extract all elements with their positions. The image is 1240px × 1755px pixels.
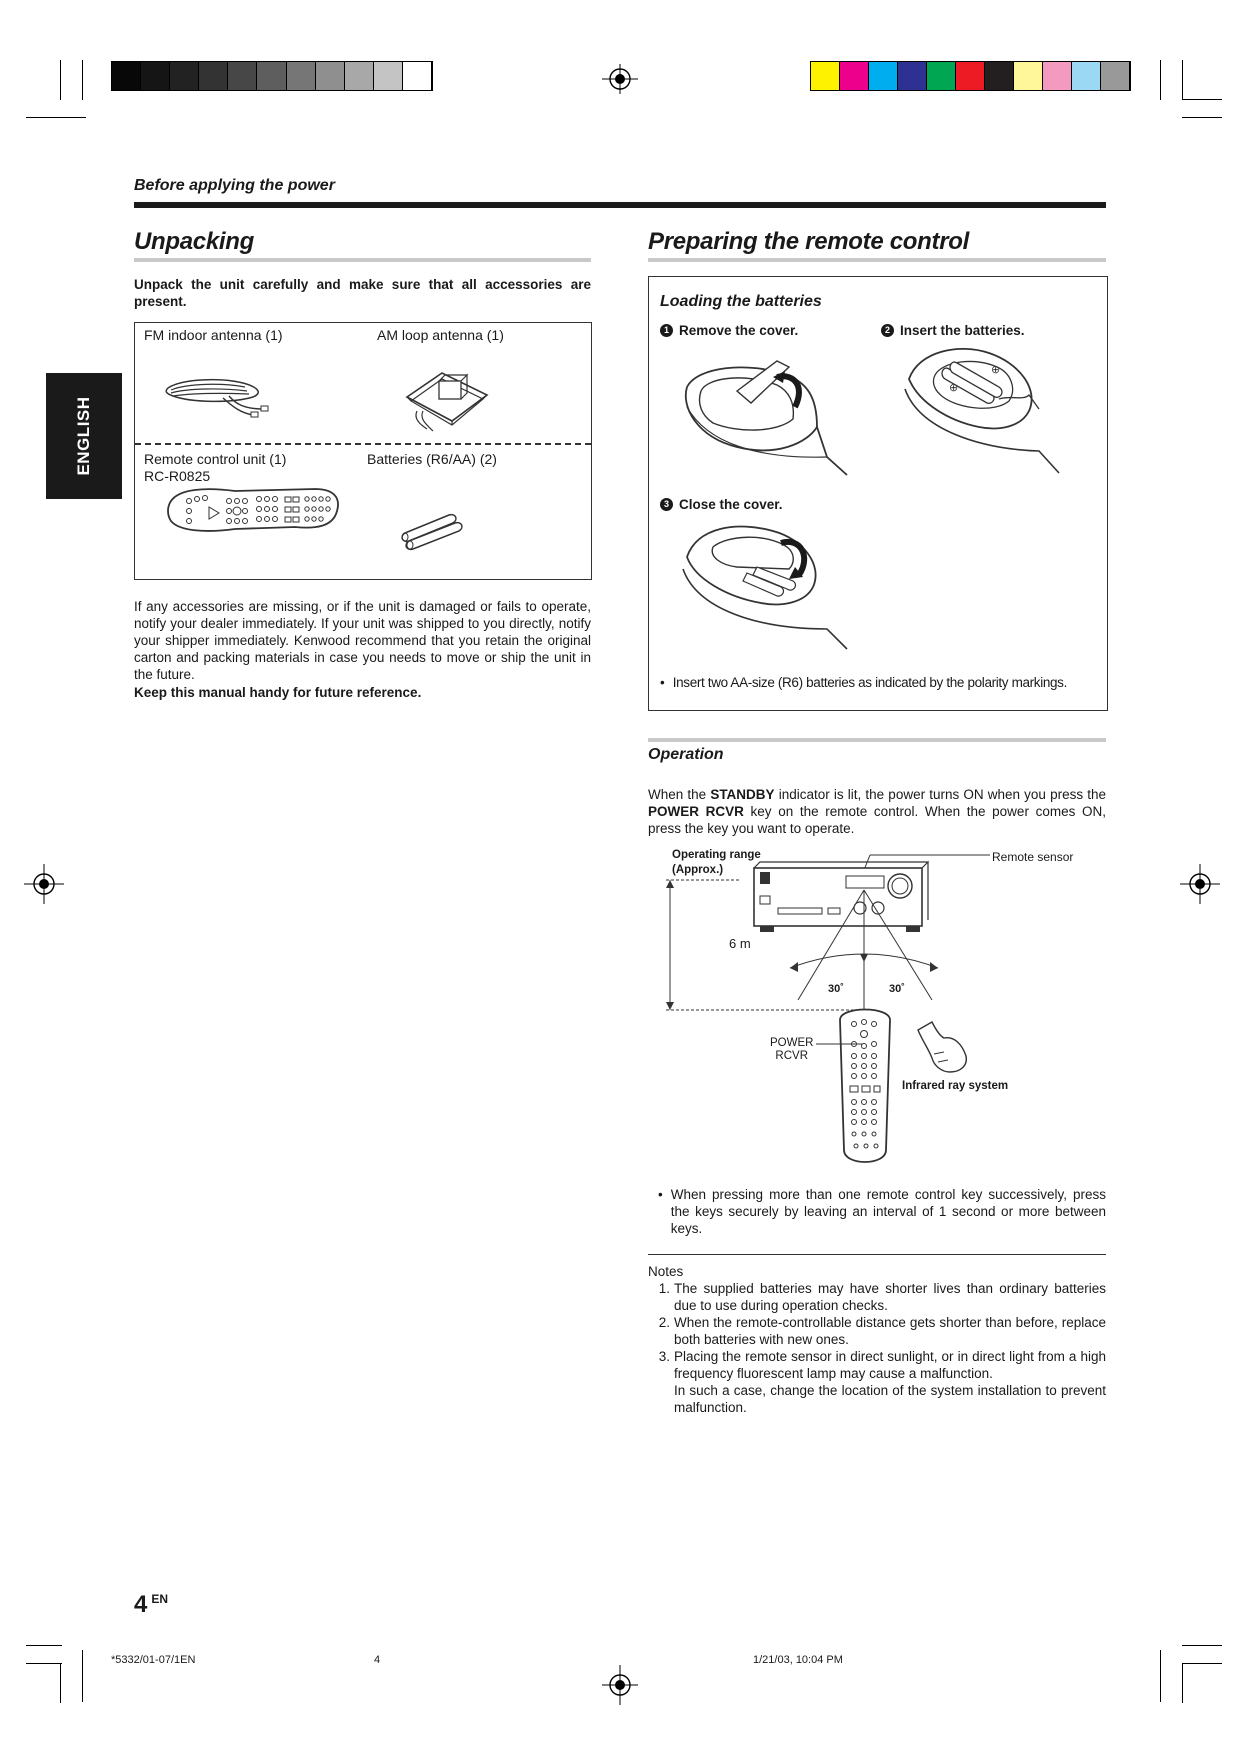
accessory-label: FM indoor antenna (1) <box>144 327 283 343</box>
color-swatch <box>898 62 927 90</box>
crop-mark <box>1182 1645 1222 1646</box>
angle-left-label: 30˚ <box>828 983 844 995</box>
gray-swatch <box>403 62 432 90</box>
notes-list <box>648 1280 1106 1416</box>
remote-title-rule <box>648 258 1106 262</box>
am-loop-antenna-icon <box>397 355 497 433</box>
svg-text:⊕: ⊕ <box>949 381 959 394</box>
crop-mark <box>26 117 86 118</box>
gray-scale-bar <box>111 61 433 91</box>
step-label: Insert the batteries. <box>900 323 1025 338</box>
bullet-icon: • <box>660 675 665 690</box>
step-2 <box>881 322 1025 339</box>
loading-title: Loading the batteries <box>660 293 822 310</box>
operation-paragraph <box>648 786 1106 837</box>
note-number: 3. <box>658 1349 670 1364</box>
note-number: 2. <box>658 1315 670 1330</box>
distance-label: 6 m <box>729 936 751 951</box>
crop-mark <box>1182 117 1222 118</box>
remote-control-icon <box>165 483 341 543</box>
operating-range-line-1: Operating range <box>672 849 761 861</box>
close-cover-illustration-icon <box>677 517 857 652</box>
gray-swatch <box>345 62 374 90</box>
sheet-number: 4 <box>374 1654 381 1666</box>
step-1 <box>660 322 798 339</box>
insert-batteries-illustration-icon <box>899 339 1079 479</box>
note-item <box>648 1348 1106 1416</box>
crop-mark <box>1160 1650 1161 1702</box>
note-text-extra: In such a case, change the location of the system installation to prevent malfunction. <box>674 1383 1106 1415</box>
angle-right-label: 30˚ <box>889 983 905 995</box>
batteries-icon <box>397 511 467 551</box>
color-swatch <box>811 62 840 90</box>
gray-swatch <box>287 62 316 90</box>
crop-mark <box>60 60 61 100</box>
standby-indicator-name: STANDBY <box>710 787 775 802</box>
operation-title: Operation <box>648 746 724 763</box>
operating-range-diagram <box>650 850 1070 1180</box>
color-swatch <box>985 62 1014 90</box>
header-rule <box>134 202 1106 208</box>
gray-swatch <box>228 62 257 90</box>
step-number-badge: 2 <box>881 324 894 337</box>
page-number-value: 4 <box>134 1591 148 1618</box>
gray-swatch <box>141 62 170 90</box>
fm-antenna-icon <box>163 363 273 423</box>
language-tab-label: ENGLISH <box>74 396 93 476</box>
color-swatch <box>1014 62 1043 90</box>
loading-bullet <box>660 674 1100 691</box>
unpacking-title-rule <box>134 258 591 262</box>
notes-title: Notes <box>648 1264 684 1279</box>
gray-swatch <box>112 62 141 90</box>
color-swatch <box>1072 62 1101 90</box>
crop-mark <box>82 1650 83 1702</box>
remove-cover-illustration-icon <box>677 347 847 477</box>
color-swatch <box>927 62 956 90</box>
gray-swatch <box>257 62 286 90</box>
step-number-badge: 1 <box>660 324 673 337</box>
operation-text: When the <box>648 787 711 802</box>
dashed-divider <box>135 443 591 445</box>
loading-batteries-box <box>648 276 1108 711</box>
registration-mark-icon <box>600 1665 640 1705</box>
crop-mark <box>26 1645 62 1646</box>
gray-swatch <box>170 62 199 90</box>
power-rcvr-line-1: POWER <box>770 1037 814 1049</box>
color-swatch <box>1043 62 1072 90</box>
operation-text: key on the remote control. When the power comes ON, press the key you want to operate. <box>648 804 1106 836</box>
note-text: The supplied batteries may have shorter lives than ordinary batteries due to use during operation checks. <box>674 1281 1106 1313</box>
crop-mark <box>1182 1663 1183 1703</box>
gray-swatch <box>199 62 228 90</box>
note-item <box>648 1280 1106 1314</box>
registration-mark-icon <box>24 864 64 904</box>
color-swatch <box>956 62 985 90</box>
unpacking-paragraph: If any accessories are missing, or if the unit is damaged or fails to operate, notify your dealer immediately. If your unit was shipped to you directly, notify your shipper immediately. Kenwood recommend that you retain the original carton and packing materials in case you needs to move or ship the unit in the future. <box>134 599 591 682</box>
crop-mark <box>60 1663 61 1703</box>
accessory-label: Batteries (R6/AA) (2) <box>367 451 497 467</box>
power-rcvr-key-name: POWER RCVR <box>648 804 744 819</box>
unpacking-title: Unpacking <box>134 228 254 255</box>
color-bar <box>810 61 1131 91</box>
language-tab <box>46 373 122 499</box>
crop-mark <box>1160 60 1161 100</box>
step-number-badge: 3 <box>660 498 673 511</box>
remote-title: Preparing the remote control <box>648 228 969 255</box>
notes-rule <box>648 1254 1106 1255</box>
operation-text: indicator is lit, the power turns ON when you press the <box>774 787 1106 802</box>
crop-mark <box>1182 60 1183 100</box>
accessory-label: Remote control unit (1) <box>144 451 287 467</box>
accessories-box <box>134 322 592 580</box>
print-timestamp: 1/21/03, 10:04 PM <box>753 1654 843 1666</box>
power-rcvr-line-2: RCVR <box>775 1050 809 1062</box>
page-number <box>134 1592 168 1618</box>
bullet-icon: • <box>658 1187 663 1202</box>
page-number-suffix: EN <box>151 1592 169 1606</box>
crop-mark <box>26 1663 62 1664</box>
crop-mark <box>1182 99 1222 100</box>
color-swatch <box>869 62 898 90</box>
operation-bullet <box>658 1186 1106 1237</box>
operation-bullet-text: When pressing more than one remote control key successively, press the keys securely by leaving an interval of 1 second or more between keys. <box>670 1187 1106 1236</box>
color-swatch <box>840 62 869 90</box>
job-code: *5332/01-07/1EN <box>111 1654 196 1666</box>
step-label: Close the cover. <box>679 497 783 512</box>
infrared-label: Infrared ray system <box>902 1080 1009 1092</box>
accessory-label: AM loop antenna (1) <box>377 327 504 343</box>
registration-mark-icon <box>600 64 640 94</box>
color-swatch <box>1101 62 1130 90</box>
operation-rule <box>648 738 1106 742</box>
note-text: Placing the remote sensor in direct sunlight, or in direct light from a high frequency fluorescent lamp may cause a malfunction. <box>674 1349 1106 1381</box>
crop-mark <box>82 60 83 100</box>
step-label: Remove the cover. <box>679 323 799 338</box>
registration-mark-icon <box>1180 864 1220 904</box>
crop-mark <box>1182 1663 1222 1664</box>
operating-range-line-2: (Approx.) <box>672 864 724 876</box>
accessory-sublabel: RC-R0825 <box>144 468 211 484</box>
keep-manual-note: Keep this manual handy for future reference. <box>134 685 422 700</box>
gray-swatch <box>316 62 345 90</box>
section-heading: Before applying the power <box>134 177 335 194</box>
svg-text:⊕: ⊕ <box>991 363 1001 376</box>
unpacking-intro: Unpack the unit carefully and make sure that all accessories are present. <box>134 277 591 309</box>
step-3 <box>660 496 783 513</box>
remote-sensor-label: Remote sensor <box>992 850 1074 864</box>
note-number: 1. <box>658 1281 670 1296</box>
note-item <box>648 1314 1106 1348</box>
gray-swatch <box>374 62 403 90</box>
note-text: When the remote-controllable distance gets shorter than before, replace both batteries with new ones. <box>674 1315 1106 1347</box>
loading-bullet-text: Insert two AA-size (R6) batteries as indicated by the polarity markings. <box>672 675 1067 690</box>
